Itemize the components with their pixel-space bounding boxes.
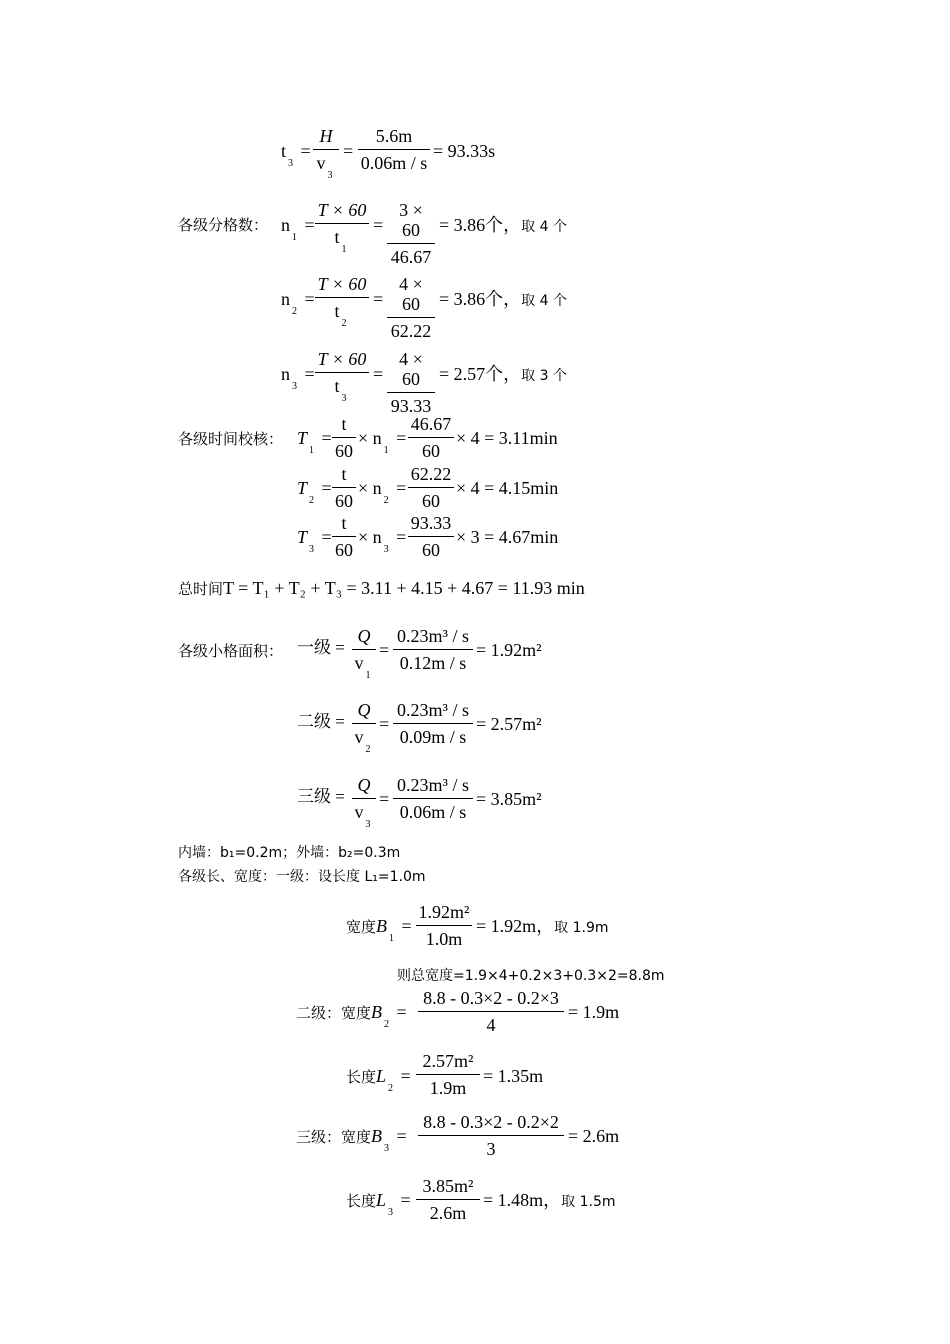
area2-result: = 2.57m² xyxy=(476,714,542,734)
area1-eq: = xyxy=(379,640,390,660)
time-check-label: 各级时间校核： xyxy=(178,430,284,448)
level2-width-result: = 1.9m xyxy=(568,1002,620,1022)
area2-fraction-2: $\frac{\text{0.23m³ / s}}{0.09m / s}$ xyxy=(393,700,473,747)
area3-eq: = xyxy=(379,789,390,809)
total-width-text: 则总宽度=1.9×4+0.2×3+0.3×2=8.8m xyxy=(397,968,665,984)
area1-lhs: 一级 = xyxy=(297,638,345,657)
n2-fraction-1: $\frac{T \times 60}{t_2}$ xyxy=(315,274,369,325)
t3-var: t xyxy=(281,141,287,161)
t3-result: = 93.33s xyxy=(433,141,496,161)
level3-length-fraction: $\frac{\text{3.85m²}}{2.6m}$ xyxy=(416,1176,480,1223)
area3-result: = 3.85m² xyxy=(476,789,542,809)
n3-result: = 2.57个，取 3 个 xyxy=(439,364,567,384)
n1-eq: = xyxy=(373,215,384,235)
level2-length-fraction: $\frac{\text{2.57m²}}{1.9m}$ xyxy=(416,1051,480,1098)
T1-fraction-2: $\frac{46.67}{60}$ xyxy=(408,414,454,461)
level3-width-lhs: 三级：宽度$B_3$ = xyxy=(296,1126,407,1154)
t3-eq: = xyxy=(343,141,354,161)
T2-fraction-2: $\frac{62.22}{60}$ xyxy=(408,464,454,511)
n1-fraction-1: $\frac{T \times 60}{t_1}$ xyxy=(315,200,369,251)
t3-fraction-1: $\frac{H}{v_3}$ xyxy=(313,126,339,177)
area3-fraction-1: $\frac{Q}{v_3}$ xyxy=(352,775,376,826)
area2-lhs: 二级 = xyxy=(297,712,345,731)
T3-fraction-2: $\frac{93.33}{60}$ xyxy=(408,513,454,560)
area-label: 各级小格面积： xyxy=(178,642,284,660)
area3-lhs: 三级 = xyxy=(297,787,345,806)
n3-eq: = xyxy=(373,364,384,384)
level2-length-result: = 1.35m xyxy=(483,1066,544,1086)
level3-width-fraction: $\frac{8.8 - 0.3\times 2 - 0.2\times 2}{3}$ xyxy=(418,1112,564,1159)
t3-fraction-2: $\frac{5.6m}{0.06m / s}$ xyxy=(358,126,430,173)
n3-lhs: $n_3$ = xyxy=(281,364,315,392)
n1-result: = 3.86个，取 4 个 xyxy=(439,215,567,235)
level3-length-lhs: 长度$L_3$ = xyxy=(346,1190,411,1218)
level3-length-result: = 1.48m，取 1.5m xyxy=(483,1190,616,1210)
walls-text: 内墙：b₁=0.2m；外墙：b₂=0.3m xyxy=(178,845,401,861)
T2-fraction-1: $\frac{t}{60}$ xyxy=(332,464,356,511)
n1-fraction-2: $\frac{3 \times 60}{46.67}$ xyxy=(387,200,435,267)
n3-fraction-2: $\frac{4 \times 60}{93.33}$ xyxy=(387,349,435,416)
level2-width-fraction: $\frac{8.8 - 0.3\times 2 - 0.2\times 3}{4}$ xyxy=(418,988,564,1035)
total-time-expr: T = T₁ + T₂ + T₃ = 3.11 + 4.15 + 4.67 = 11.93 min xyxy=(223,578,585,598)
n2-fraction-2: $\frac{4 \times 60}{62.22}$ xyxy=(387,274,435,341)
t3-subscript: 3 xyxy=(288,158,294,169)
total-time-line xyxy=(178,578,585,599)
T2-mid: × $n_2$ = xyxy=(358,478,407,506)
level2-length-lhs: 长度$L_2$ = xyxy=(346,1066,411,1094)
level1-width-fraction: $\frac{\text{1.92m²}}{1.0m}$ xyxy=(416,902,472,949)
level1-width-result: = 1.92m，取 1.9m xyxy=(476,916,609,936)
n3-fraction-1: $\frac{T \times 60}{t_3}$ xyxy=(315,349,369,400)
level3-width-result: = 2.6m xyxy=(568,1126,620,1146)
grid-count-label: 各级分格数： xyxy=(178,216,269,234)
T1-result: × 4 = 3.11min xyxy=(456,428,558,448)
T3-mid: × $n_3$ = xyxy=(358,527,407,555)
level1-width-lhs: 宽度$B_1$ = xyxy=(346,916,412,944)
T2-result: × 4 = 4.15min xyxy=(456,478,559,498)
n2-result: = 3.86个，取 4 个 xyxy=(439,289,567,309)
T1-mid: × $n_1$ = xyxy=(358,428,407,456)
T1-fraction-1: $\frac{t}{60}$ xyxy=(332,414,356,461)
T3-lhs: $T_3$ = xyxy=(297,527,332,555)
n1-lhs: $n_1$ = xyxy=(281,215,315,243)
T1-lhs: $T_1$ = xyxy=(297,428,332,456)
dims-header: 各级长、宽度：一级：设长度 L₁=1.0m xyxy=(178,869,426,885)
T3-fraction-1: $\frac{t}{60}$ xyxy=(332,513,356,560)
total-time-label: 总时间 xyxy=(178,580,224,598)
area1-fraction-1: $\frac{Q}{v_1}$ xyxy=(352,626,376,677)
level2-width-lhs: 二级：宽度$B_2$ = xyxy=(296,1002,407,1030)
area1-result: = 1.92m² xyxy=(476,640,542,660)
t3-lhs: $t_3$ = xyxy=(281,141,311,169)
n2-eq: = xyxy=(373,289,384,309)
area3-fraction-2: $\frac{\text{0.23m³ / s}}{0.06m / s}$ xyxy=(393,775,473,822)
n2-lhs: $n_2$ = xyxy=(281,289,315,317)
area1-fraction-2: $\frac{\text{0.23m³ / s}}{0.12m / s}$ xyxy=(393,626,473,673)
T3-result: × 3 = 4.67min xyxy=(456,527,559,547)
area2-eq: = xyxy=(379,714,390,734)
T2-lhs: $T_2$ = xyxy=(297,478,332,506)
area2-fraction-1: $\frac{Q}{v_2}$ xyxy=(352,700,376,751)
